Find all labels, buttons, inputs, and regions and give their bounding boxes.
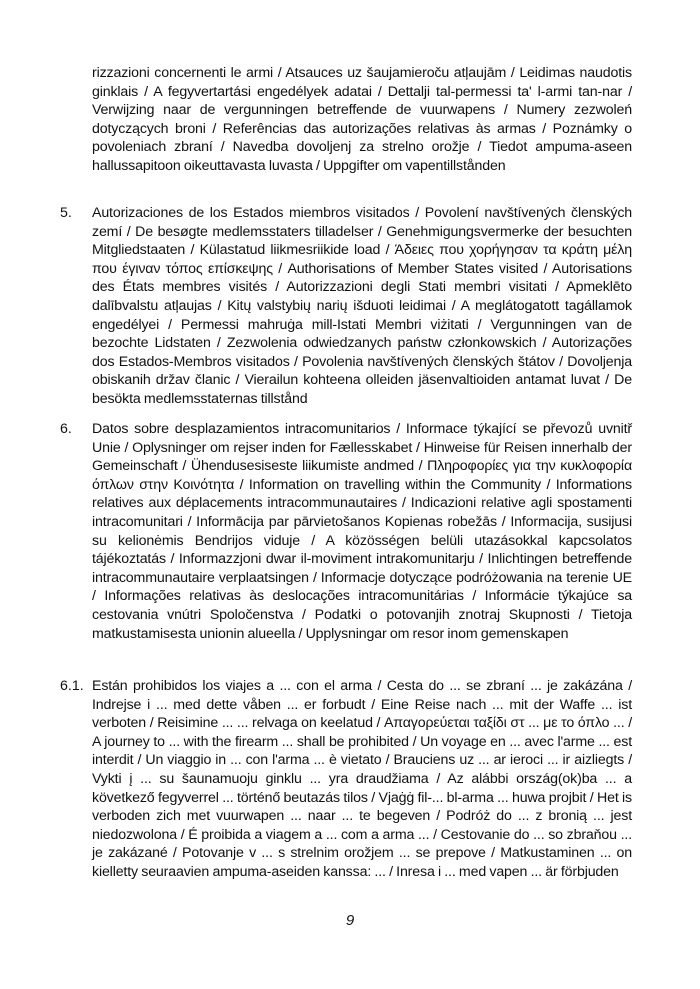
section-6-number: 6. xyxy=(60,421,72,437)
section-6-1-text: Están prohibidos los viajes a ... con el arma / Cesta do ... se zbraní ... je zakázána / Indrejse i ... med dette våben ... er forbudt / Eine Reise nach ... mit der Waffe ... ist verboten / Reisimine ... ... relvaga on keelatud / Απαγορεύεται ταξίδι στ ... με το όπλο ... / A journey to ... with the firearm ... shall be prohibited / Un voyage en ... avec l'arme ... est interdit / Un viaggio in ... con l'arma ... è vietato / Brauciens uz ... ar ieroci ... ir aizliegts / Vykti į ... su šaunamuoju ginklu ... yra draudžiama / Az alábbi ország(ok)ba ... a következő fegyverrel ... történő beutazás tilos / Vjaġġ fil-... bl-arma ... huwa projbit / Het is verboden zich met vuurwapen ... naar ... te begeven / Podróż do ... z bronią ... jest niedozwolona / É proibida a viagem a ... com a arma ... / Cestovanie do ... so zbraňou ... je zakázané / Potovanje v ... s strelnim orožjem ... se prepove / Matkustaminen ... on kielletty seuraavien ampuma-aseiden kanssa: ... / Inresa i ... med vapen ... är förbjuden xyxy=(92,678,632,880)
section-6-1-number: 6.1. xyxy=(60,678,84,694)
section-6-text: Datos sobre desplazamientos intracomunitarios / Informace týkající se převozů uvnitř Unie / Oplysninger om rejser inden for Fællesskabet / Hinweise für Reisen innerhalb der Gemeinschaft / Ühendusesiseste liikumiste andmed / Πληροφορίες για την κυκλοφορία όπλων στην Κοινότητα / Information on travelling within the Community / Informations relatives aux déplacements intracommunautaires / Indicazioni relative agli spostamenti intracomunitari / Informācija par pārvietošanos Kopienas robežās / Informacija, susijusi su kelionėmis Bendrijos viduje / A közösségen belüli utazásokkal kapcsolatos tájékoztatás / Informazzjoni dwar il-moviment intrakomunitarju / Inlichtingen betreffende intracommunautaire verplaatsingen / Informacje dotyczące podróżowania na terenie UE / Informações relativas às deslocações intracomunitárias / Informácie týkajúce sa cestovania vnútri Spoločenstva / Podatki o potovanjih znotraj Skupnosti / Tietoja matkustamisesta unionin alueella / Upplysningar om resor inom gemenskapen xyxy=(92,421,632,642)
section-4-continuation-text: rizzazioni concernenti le armi / Atsauces uz šaujamieroču atļaujām / Leidimas naudotis ginklais / A fegyvertartási engedélyek adatai / Dettalji tal-permessi ta' l-armi tan-nar / Verwijzing naar de vergunningen betreffende de vuurwapens / Numery zezwoleń dotyczących broni / Referências das autorizações relativas às armas / Poznámky o povoleniach zbraní / Navedba dovoljenj za strelno orožje / Tiedot ampuma-aseen hallussapitoon oikeuttavasta luvasta / Uppgifter om vapentillstånden xyxy=(92,65,632,174)
section-5-text: Autorizaciones de los Estados miembros visitados / Povolení navštívených členských zemí / De besøgte medlemsstaters tilladelser / Genehmigungsvermerke der besuchten Mitgliedstaaten / Külastatud liikmesriikide load / Άδειες που χορήγησαν τα κράτη μέλη που έγιναν τόπος επίσκεψης / Authorisations of Member States visited / Autorisations des États membres visités / Autorizzazioni degli Stati membri visitati / Apmeklēto dalībvalstu atļaujas / Kitų valstybių narių išduoti leidimai / A meglátogatott tagállamok engedélyei / Permessi mahruġa mill-Istati Membri viżitati / Vergunningen van de bezochte Lidstaten / Zezwolenia odwiedzanych państw członkowskich / Autorizações dos Estados-Membros visitados / Povolenia navštívených členských štátov / Dovoljenja obiskanih držav članic / Vierailun kohteena olleiden jäsenvaltioiden antamat luvat / De besökta medlemsstaternas tillstånd xyxy=(92,205,632,407)
section-5-number: 5. xyxy=(60,205,72,221)
page-number: 9 xyxy=(345,912,355,929)
